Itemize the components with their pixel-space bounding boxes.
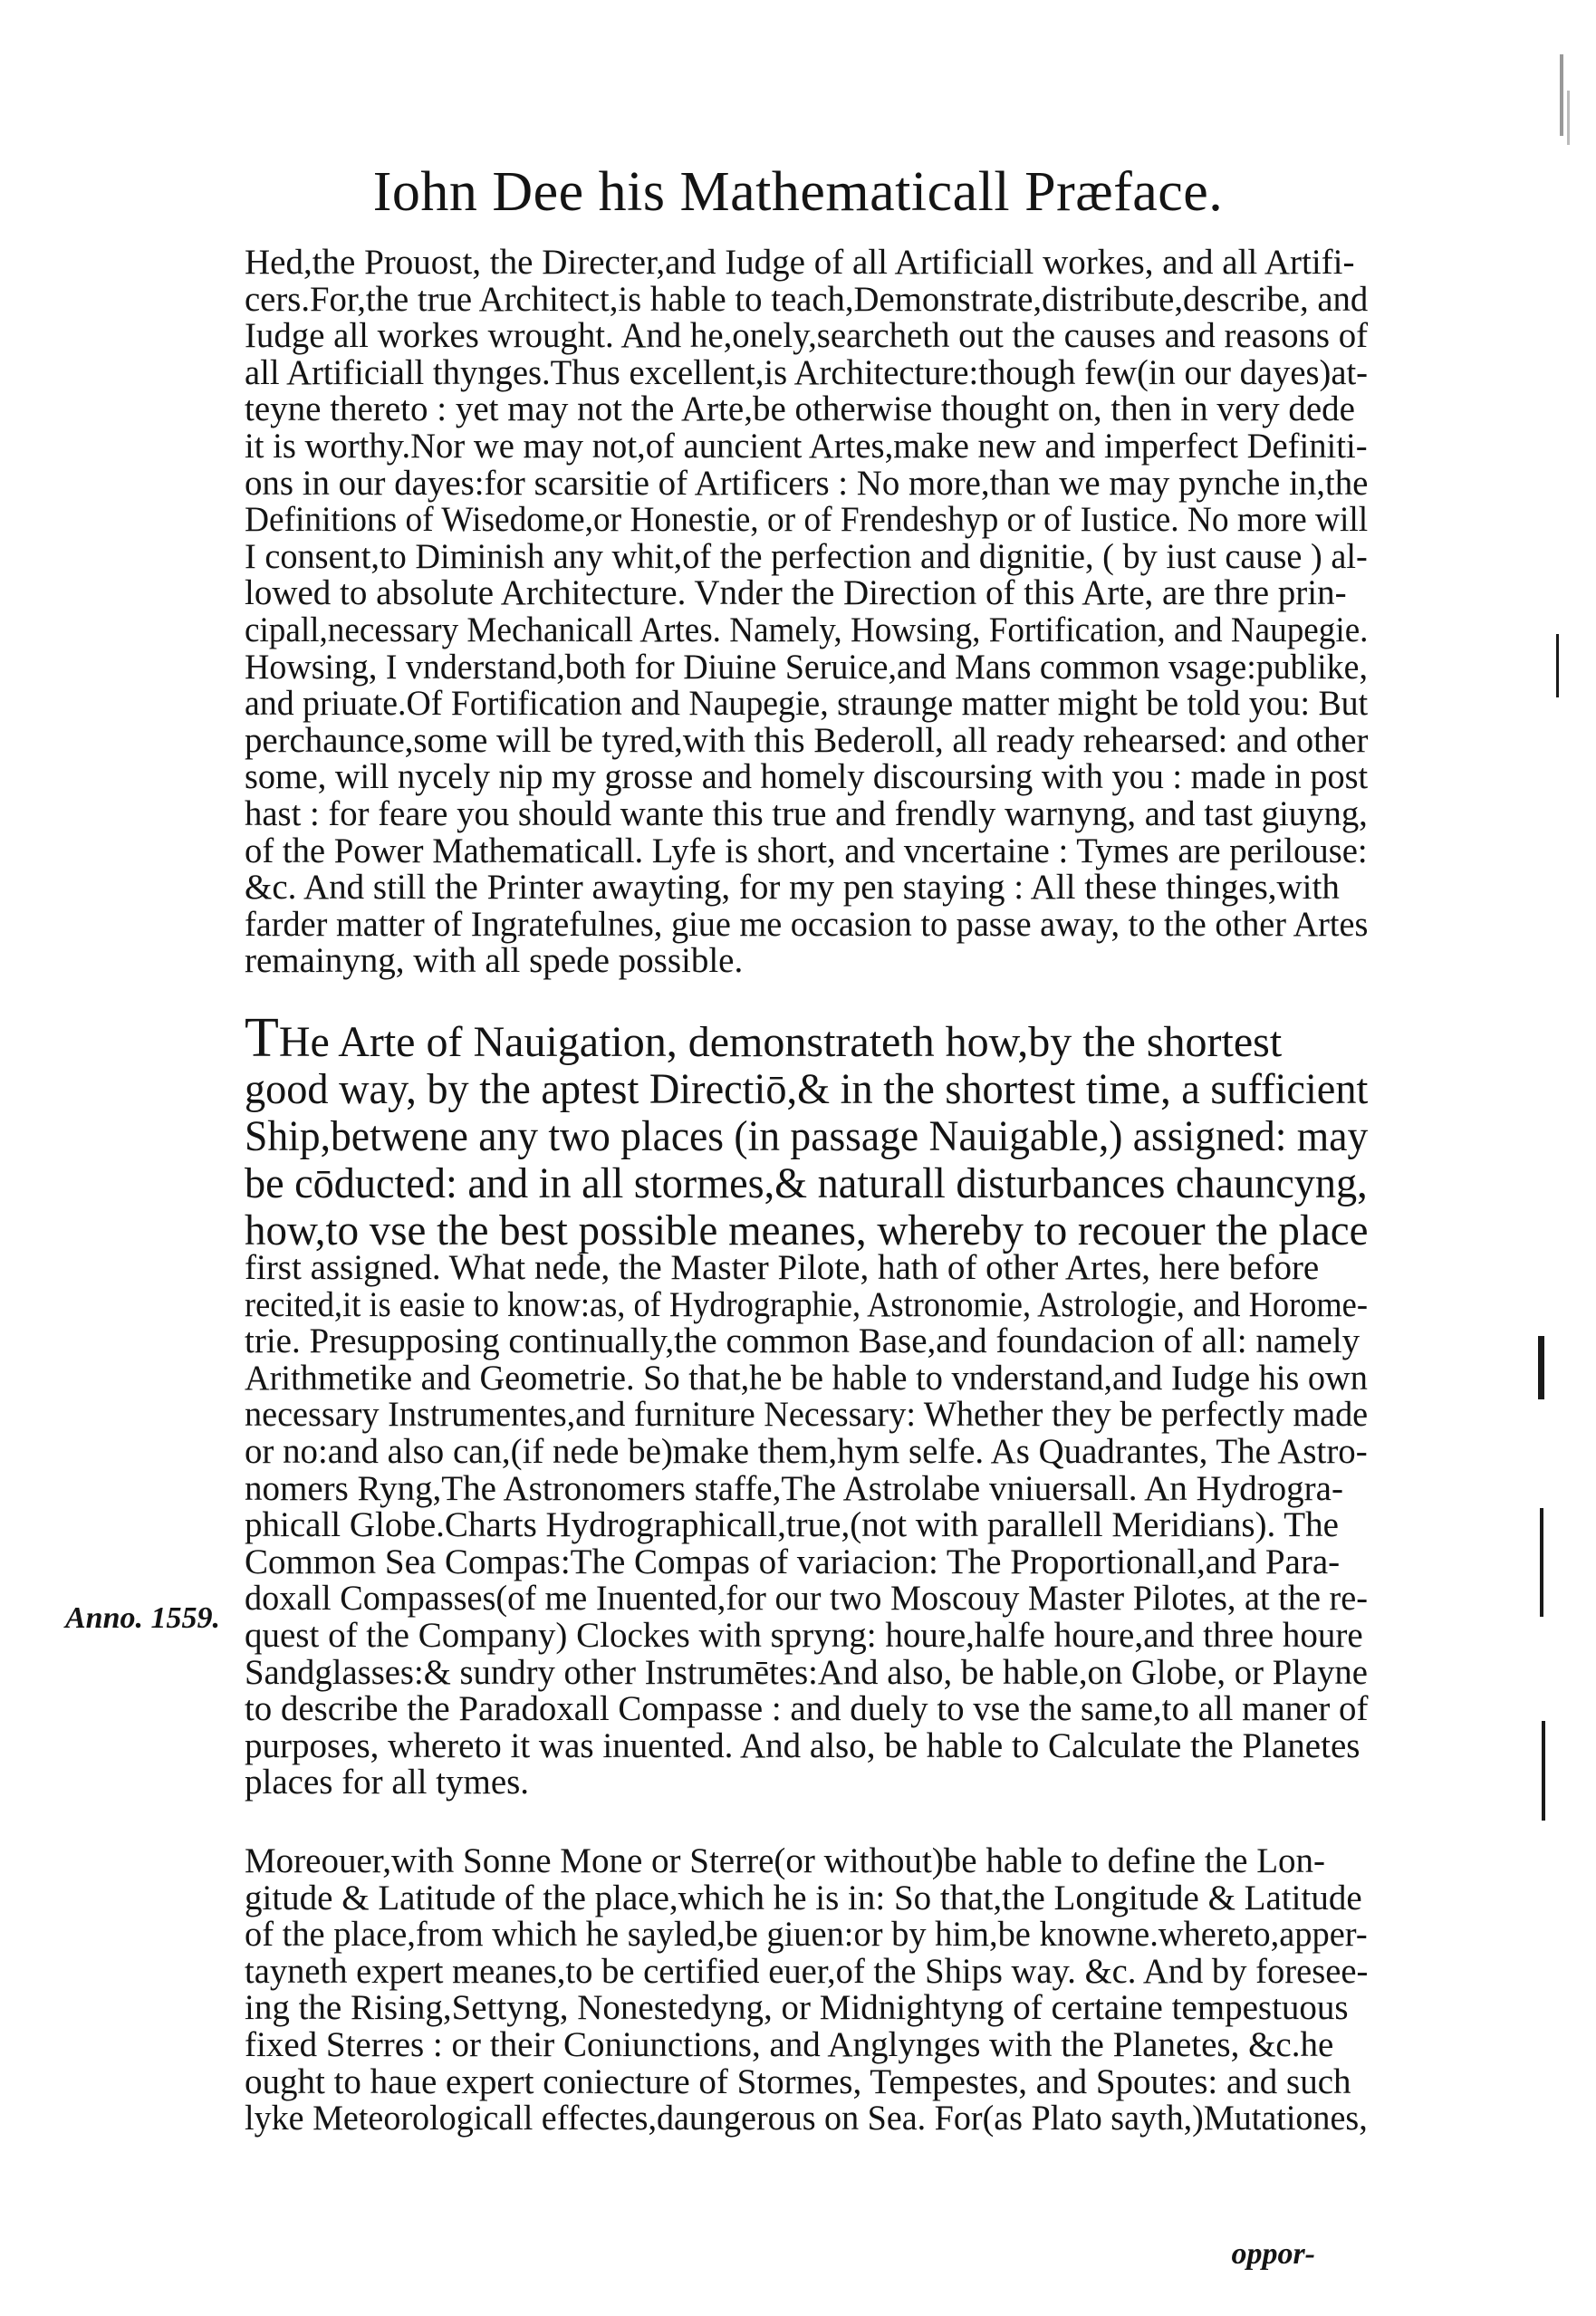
drop-letter: T (245, 1007, 279, 1069)
text-line: how,to vse the best possible meanes, whereby to recouer the place (245, 1206, 1369, 1254)
text-line: Hed,the Prouost, the Directer,and Iudge of all Artificiall workes, and all Artifi- (245, 243, 1355, 282)
text-line: teyne thereto : yet may not the Arte,be otherwise thought on, then in very dede (245, 389, 1355, 429)
text-line: Moreouer,with Sonne Mone or Sterre(or without)be hable to define the Lon- (245, 1841, 1326, 1880)
text-line: quest of the Company) Clockes with spryng: houre,halfe houre,and three houre (245, 1615, 1363, 1655)
scan-mark (1540, 1508, 1543, 1617)
text-line: lowed to absolute Architecture. Vnder the Direction of this Arte, are thre prin- (245, 573, 1347, 613)
scan-mark (1538, 1336, 1544, 1399)
text-line: to describe the Paradoxall Compasse : and duely to vse the same,to all maner of (245, 1689, 1369, 1729)
text-line: recited,it is easie to know:as, of Hydrographie, Astronomie, Astrologie, and Horome- (245, 1284, 1368, 1324)
scan-mark (1560, 54, 1563, 136)
text-line: nomers Ryng,The Astronomers staffe,The Astrolabe vniuersall. An Hydrogra- (245, 1468, 1343, 1508)
text-line: good way, by the aptest Directiō,& in the shortest time, a sufficient (245, 1065, 1369, 1113)
text-line: ought to haue expert coniecture of Stormes, Tempestes, and Spoutes: and such (245, 2061, 1351, 2101)
text-line: lyke Meteorologicall effectes,daungerous on Sea. For(as Plato sayth,)Mutationes, (245, 2099, 1368, 2138)
margin-note: Anno. 1559. (65, 1601, 220, 1635)
text-line: gitude & Latitude of the place,which he is in: So that,the Longitude & Latitude (245, 1878, 1362, 1917)
text-line: Iudge all workes wrought. And he,onely,searcheth out the causes and reasons of (245, 316, 1369, 356)
text-line-rest: He Arte of Nauigation, demonstrateth how,by the shortest (278, 1018, 1283, 1066)
text-line: necessary Instrumentes,and furniture Necessary: Whether they be perfectly made (245, 1395, 1369, 1435)
text-line: all Artificiall thynges.Thus excellent,is Architecture:though few(in our dayes)at- (245, 352, 1369, 392)
text-line: it is worthy.Nor we may not,of auncient Artes,make new and imperfect Definiti- (245, 426, 1368, 466)
scan-mark (1567, 91, 1570, 145)
text-line: cers.For,the true Architect,is hable to teach,Demonstrate,distribute,describe, and (245, 279, 1369, 319)
text-line: cipall,necessary Mechanicall Artes. Namely, Howsing, Fortification, and Naupegie. (245, 610, 1369, 649)
text-line: Arithmetike and Geometrie. So that,he be hable to vnderstand,and Iudge his own (245, 1358, 1368, 1398)
text-line: hast : for feare you should wante this true and frendly warnyng, and tast giuyng, (245, 793, 1368, 833)
text-line: doxall Compasses(of me Inuented,for our two Moscouy Master Pilotes, at the re- (245, 1579, 1368, 1619)
text-line: and priuate.Of Fortification and Naupegie, straunge matter might be told you: But (245, 684, 1369, 724)
text-line: farder matter of Ingratefulnes, giue me occasion to passe away, to the other Artes (245, 904, 1369, 944)
text-line: Ship,betwene any two places (in passage Nauigable,) assigned: may (245, 1112, 1369, 1160)
paragraph-architecture (245, 245, 1368, 980)
text-line: first assigned. What nede, the Master Pilote, hath of other Artes, here before (245, 1248, 1320, 1287)
text-line: perchaunce,some will be tyred,with this Bederoll, all ready rehearsed: and other (245, 720, 1369, 760)
text-line (245, 1007, 1368, 1069)
text-line: some, will nycely nip my grosse and homely discoursing with you : made in post (245, 757, 1369, 797)
paragraph-master-pilote (245, 1250, 1368, 1802)
paragraph-navigation (245, 1007, 1369, 1254)
text-line: &c. And still the Printer awayting, for my pen staying : All these thinges,with (245, 868, 1340, 908)
text-line: fixed Sterres : or their Coniunctions, and Anglynges with the Planetes, &c.he (245, 2024, 1334, 2064)
text-line: of the place,from which he sayled,be giuen:or by him,be knowne.whereto,apper- (245, 1915, 1368, 1955)
page-title: Iohn Dee his Mathematicall Præface. (372, 161, 1224, 223)
scan-mark (1556, 634, 1559, 697)
text-line: ons in our dayes:for scarsitie of Artificers : No more,than we may pynche in,the (245, 463, 1369, 503)
text-line: ing the Rising,Settyng, Nonestedyng, or Midnightyng of certaine tempestuous (245, 1988, 1349, 2028)
text-line: purposes, whereto it was inuented. And also, be hable to Calculate the Planetes (245, 1725, 1360, 1765)
text-line: of the Power Mathematicall. Lyfe is short, and vncertaine : Tymes are perilouse: (245, 831, 1368, 870)
text-line: remainyng, with all spede possible. (245, 941, 744, 981)
scan-mark (1542, 1721, 1545, 1821)
text-line: places for all tymes. (245, 1763, 530, 1802)
text-line: Common Sea Compas:The Compas of variacion: The Proportionall,and Para- (245, 1542, 1341, 1581)
text-line: tayneth expert meanes,to be certified euer,of the Ships way. &c. And by foresee- (245, 1951, 1369, 1991)
text-line: be cōducted: and in all stormes,& naturall disturbances chauncyng, (245, 1159, 1368, 1207)
catchword: oppor- (1231, 2237, 1315, 2271)
text-line: trie. Presupposing continually,the common Base,and foundacion of all: namely (245, 1321, 1360, 1361)
text-line: or no:and also can,(if nede be)make them,hym selfe. As Quadrantes, The Astro- (245, 1431, 1368, 1471)
text-line: Definitions of Wisedome,or Honestie, or of Frendeshyp or of Iustice. No more will (245, 500, 1369, 540)
text-line: Howsing, I vnderstand,both for Diuine Seruice,and Mans common vsage:publike, (245, 647, 1368, 687)
text-line: Sandglasses:& sundry other Instrumētes:And also, be hable,on Globe, or Playne (245, 1652, 1368, 1692)
text-line: phicall Globe.Charts Hydrographicall,true,(not with parallell Meridians). The (245, 1505, 1339, 1545)
paragraph-longitude (245, 1843, 1368, 2138)
text-line: I consent,to Diminish any whit,of the perfection and dignitie, ( by iust cause ) al- (245, 536, 1368, 576)
